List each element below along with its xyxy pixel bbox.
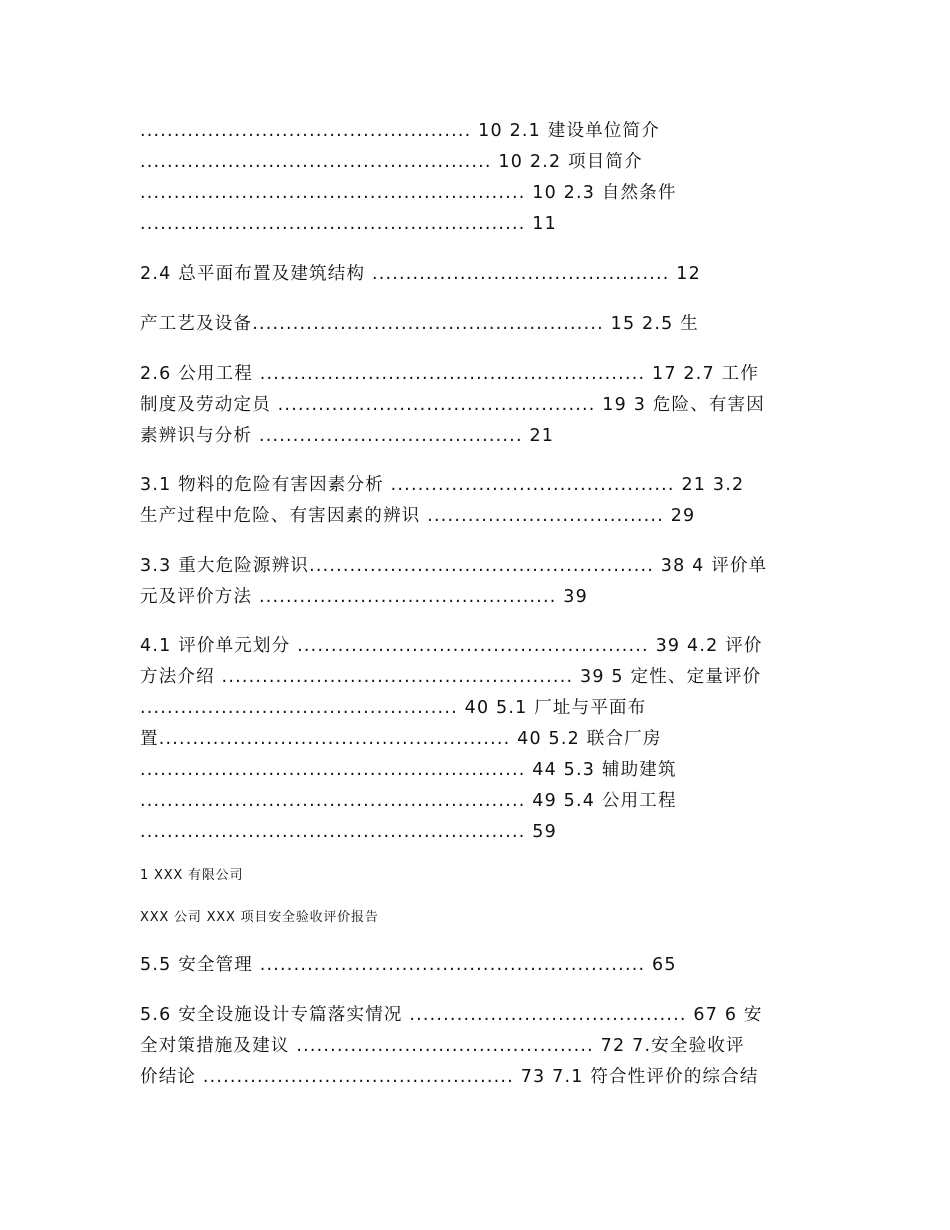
toc-line: 置.................................................... 40 5.2 联合厂房 [140,729,662,749]
toc-line: 3.3 重大危险源辨识................................................... 38 4 评价单 [140,556,768,576]
toc-line: 全对策措施及建议 ............................................ 72 7.安全验收评 [140,1036,745,1056]
toc-line: 5.6 安全设施设计专篇落实情况 ......................................... 67 6 安 [140,1005,763,1025]
toc-line: 3.1 物料的危险有害因素分析 .......................................... 21 3.2 [140,475,745,495]
page-header-report-title: XXX 公司 XXX 项目安全验收评价报告 [140,910,379,925]
toc-line: 产工艺及设备.................................................... 15 2.5 生 [140,314,699,334]
toc-line: 2.4 总平面布置及建筑结构 ............................................ 12 [140,264,701,284]
toc-line: 2.6 公用工程 ......................................................... 17 2.7 工作 [140,364,760,384]
toc-line: ............................................... 40 5.1 厂址与平面布 [140,698,647,718]
toc-line: 生产过程中危险、有害因素的辨识 ................................... 29 [140,506,696,526]
toc-line: 素辨识与分析 ....................................... 21 [140,426,555,446]
toc-line: ................................................. 10 2.1 建设单位简介 [140,121,660,141]
toc-line: 价结论 .............................................. 73 7.1 符合性评价的综合结 [140,1067,759,1087]
toc-line: ......................................................... 49 5.4 公用工程 [140,791,677,811]
toc-line: ......................................................... 44 5.3 辅助建筑 [140,760,677,780]
toc-line: 元及评价方法 ............................................ 39 [140,587,588,607]
toc-line: .................................................... 10 2.2 项目简介 [140,152,643,172]
toc-line: ......................................................... 11 [140,214,557,234]
page-footer-company: 1 XXX 有限公司 [140,868,244,883]
toc-line: 方法介绍 .................................................... 39 5 定性、定量评价 [140,667,762,687]
toc-line: 4.1 评价单元划分 .................................................... 39 4.2 评价 [140,636,763,656]
toc-line: 制度及劳动定员 ............................................... 19 3 危险、有害因 [140,395,766,415]
toc-line: ......................................................... 59 [140,822,557,842]
toc-line: ......................................................... 10 2.3 自然条件 [140,183,677,203]
toc-line: 5.5 安全管理 ......................................................... 65 [140,955,677,975]
